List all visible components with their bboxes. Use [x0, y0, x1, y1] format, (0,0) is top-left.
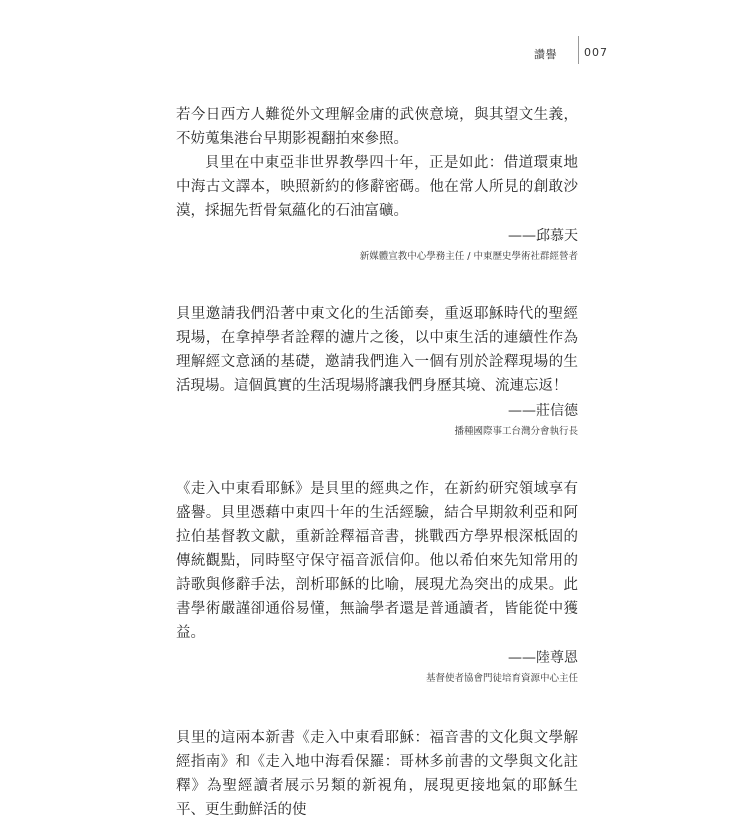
endorser-name: ——陸尊恩	[508, 650, 578, 666]
endorsement-paragraph: 貝里在中東亞非世界教學四十年，正是如此：借道環東地中海古文譯本，映照新約的修辭密碼。他在常人所見的創敢沙漠，採掘先哲骨氣蘊化的石油富礦。	[176, 155, 578, 219]
endorsement-2	[176, 302, 578, 439]
endorser-name: ——莊信德	[508, 403, 578, 419]
endorser-role: 新媒體宣教中心學務主任 / 中東歷史學術社群經營者	[359, 251, 578, 262]
endorser-role: 播種國際事工台灣分會執行長	[454, 426, 578, 437]
endorser-name: ——邱慕天	[508, 228, 578, 244]
header-divider	[578, 36, 579, 64]
page-number: 007	[584, 46, 608, 59]
endorsement-paragraph: 貝里的這兩本新書《走入中東看耶穌：福音書的文化與文學解經指南》和《走入地中海看保羅：哥林多前書的文學與文化註釋》為聖經讀者展示另類的新視角，展現更接地氣的耶穌生平、更生動鮮活的使	[176, 730, 578, 818]
endorsement-4	[176, 726, 578, 822]
page-body	[176, 103, 578, 822]
chapter-title: 讚譽	[534, 48, 557, 61]
endorser-role: 基督使者協會門徒培育資源中心主任	[425, 673, 578, 684]
endorsement-paragraph: 若今日西方人難從外文理解金庸的武俠意境，與其望文生義，不妨蒐集港台早期影視翻拍來參照。	[176, 107, 578, 147]
running-header	[534, 36, 650, 66]
endorsement-3	[176, 477, 578, 686]
endorsement-1	[176, 103, 578, 264]
endorsement-paragraph: 貝里邀請我們沿著中東文化的生活節奏，重返耶穌時代的聖經現場，在拿掉學者詮釋的濾片之後，以中東生活的連續性作為理解經文意涵的基礎，邀請我們進入一個有別於詮釋現場的生活現場。這個眞實的生活現場將讓我們身歷其境、流連忘返！	[176, 306, 578, 394]
endorsement-paragraph: 《走入中東看耶穌》是貝里的經典之作，在新約研究領域享有盛譽。貝里憑藉中東四十年的生活經驗，結合早期敘利亞和阿拉伯基督教文獻，重新詮釋福音書，挑戰西方學界根深柢固的傳統觀點，同時堅守保守福音派信仰。他以希伯來先知常用的詩歌與修辭手法，剖析耶穌的比喻，展現尤為突出的成果。此書學術嚴謹卻通俗易懂，無論學者還是普通讀者，皆能從中獲益。	[176, 481, 578, 641]
